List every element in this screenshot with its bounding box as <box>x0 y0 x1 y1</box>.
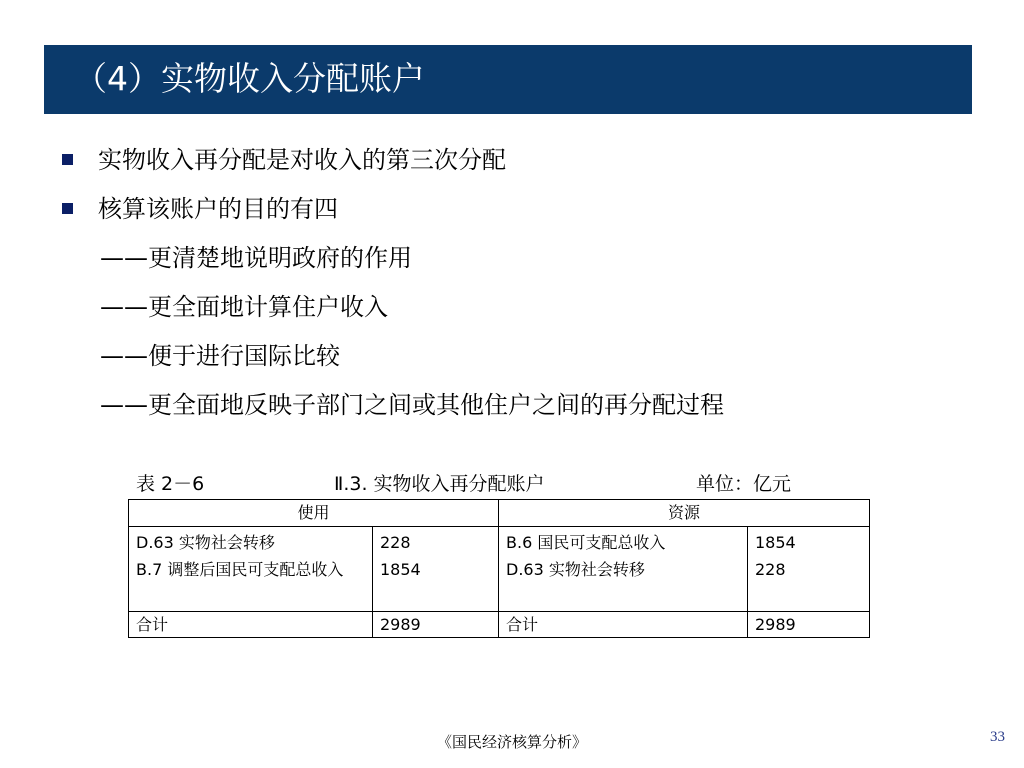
table-header-row <box>129 500 870 527</box>
slide-title: （4）实物收入分配账户 <box>74 59 425 98</box>
use-value: 228 <box>380 533 411 552</box>
total-value-use: 2989 <box>373 612 499 638</box>
title-bar <box>44 45 972 114</box>
resource-value: 228 <box>755 560 786 579</box>
table-header-line <box>128 465 872 499</box>
account-table <box>128 499 870 638</box>
total-value-resource: 2989 <box>748 612 870 638</box>
header-use: 使用 <box>129 500 499 527</box>
resource-item: D.63 实物社会转移 <box>506 560 645 579</box>
resource-item: B.6 国民可支配总收入 <box>506 533 666 552</box>
use-values-cell <box>373 527 499 612</box>
total-label-resource: 合计 <box>499 612 748 638</box>
footer-book-title: 《国民经济核算分析》 <box>436 733 587 751</box>
table-label: 表 2－6 <box>136 473 205 495</box>
use-items-cell <box>129 527 373 612</box>
sub-item-text: ——更全面地计算住户收入 <box>100 293 388 321</box>
bullet-text: 核算该账户的目的有四 <box>98 195 338 223</box>
square-bullet-icon <box>62 154 73 165</box>
square-bullet-icon <box>62 203 73 214</box>
bullet-text: 实物收入再分配是对收入的第三次分配 <box>98 146 506 174</box>
use-value: 1854 <box>380 560 421 579</box>
header-resource: 资源 <box>499 500 870 527</box>
table-unit: 单位：亿元 <box>696 473 792 495</box>
total-label-use: 合计 <box>129 612 373 638</box>
resource-values-cell <box>748 527 870 612</box>
table-total-row <box>129 612 870 638</box>
table-row <box>129 527 870 612</box>
resource-items-cell <box>499 527 748 612</box>
sub-item-text: ——更清楚地说明政府的作用 <box>100 244 412 272</box>
sub-item-text: ——便于进行国际比较 <box>100 342 340 370</box>
table-caption: Ⅱ.3. 实物收入再分配账户 <box>334 473 545 495</box>
page-number: 33 <box>990 729 1005 745</box>
resource-value: 1854 <box>755 533 796 552</box>
use-item: B.7 调整后国民可支配总收入 <box>136 560 344 579</box>
use-item: D.63 实物社会转移 <box>136 533 275 552</box>
sub-item-text: ——更全面地反映子部门之间或其他住户之间的再分配过程 <box>100 391 724 419</box>
account-table-block <box>128 465 872 634</box>
